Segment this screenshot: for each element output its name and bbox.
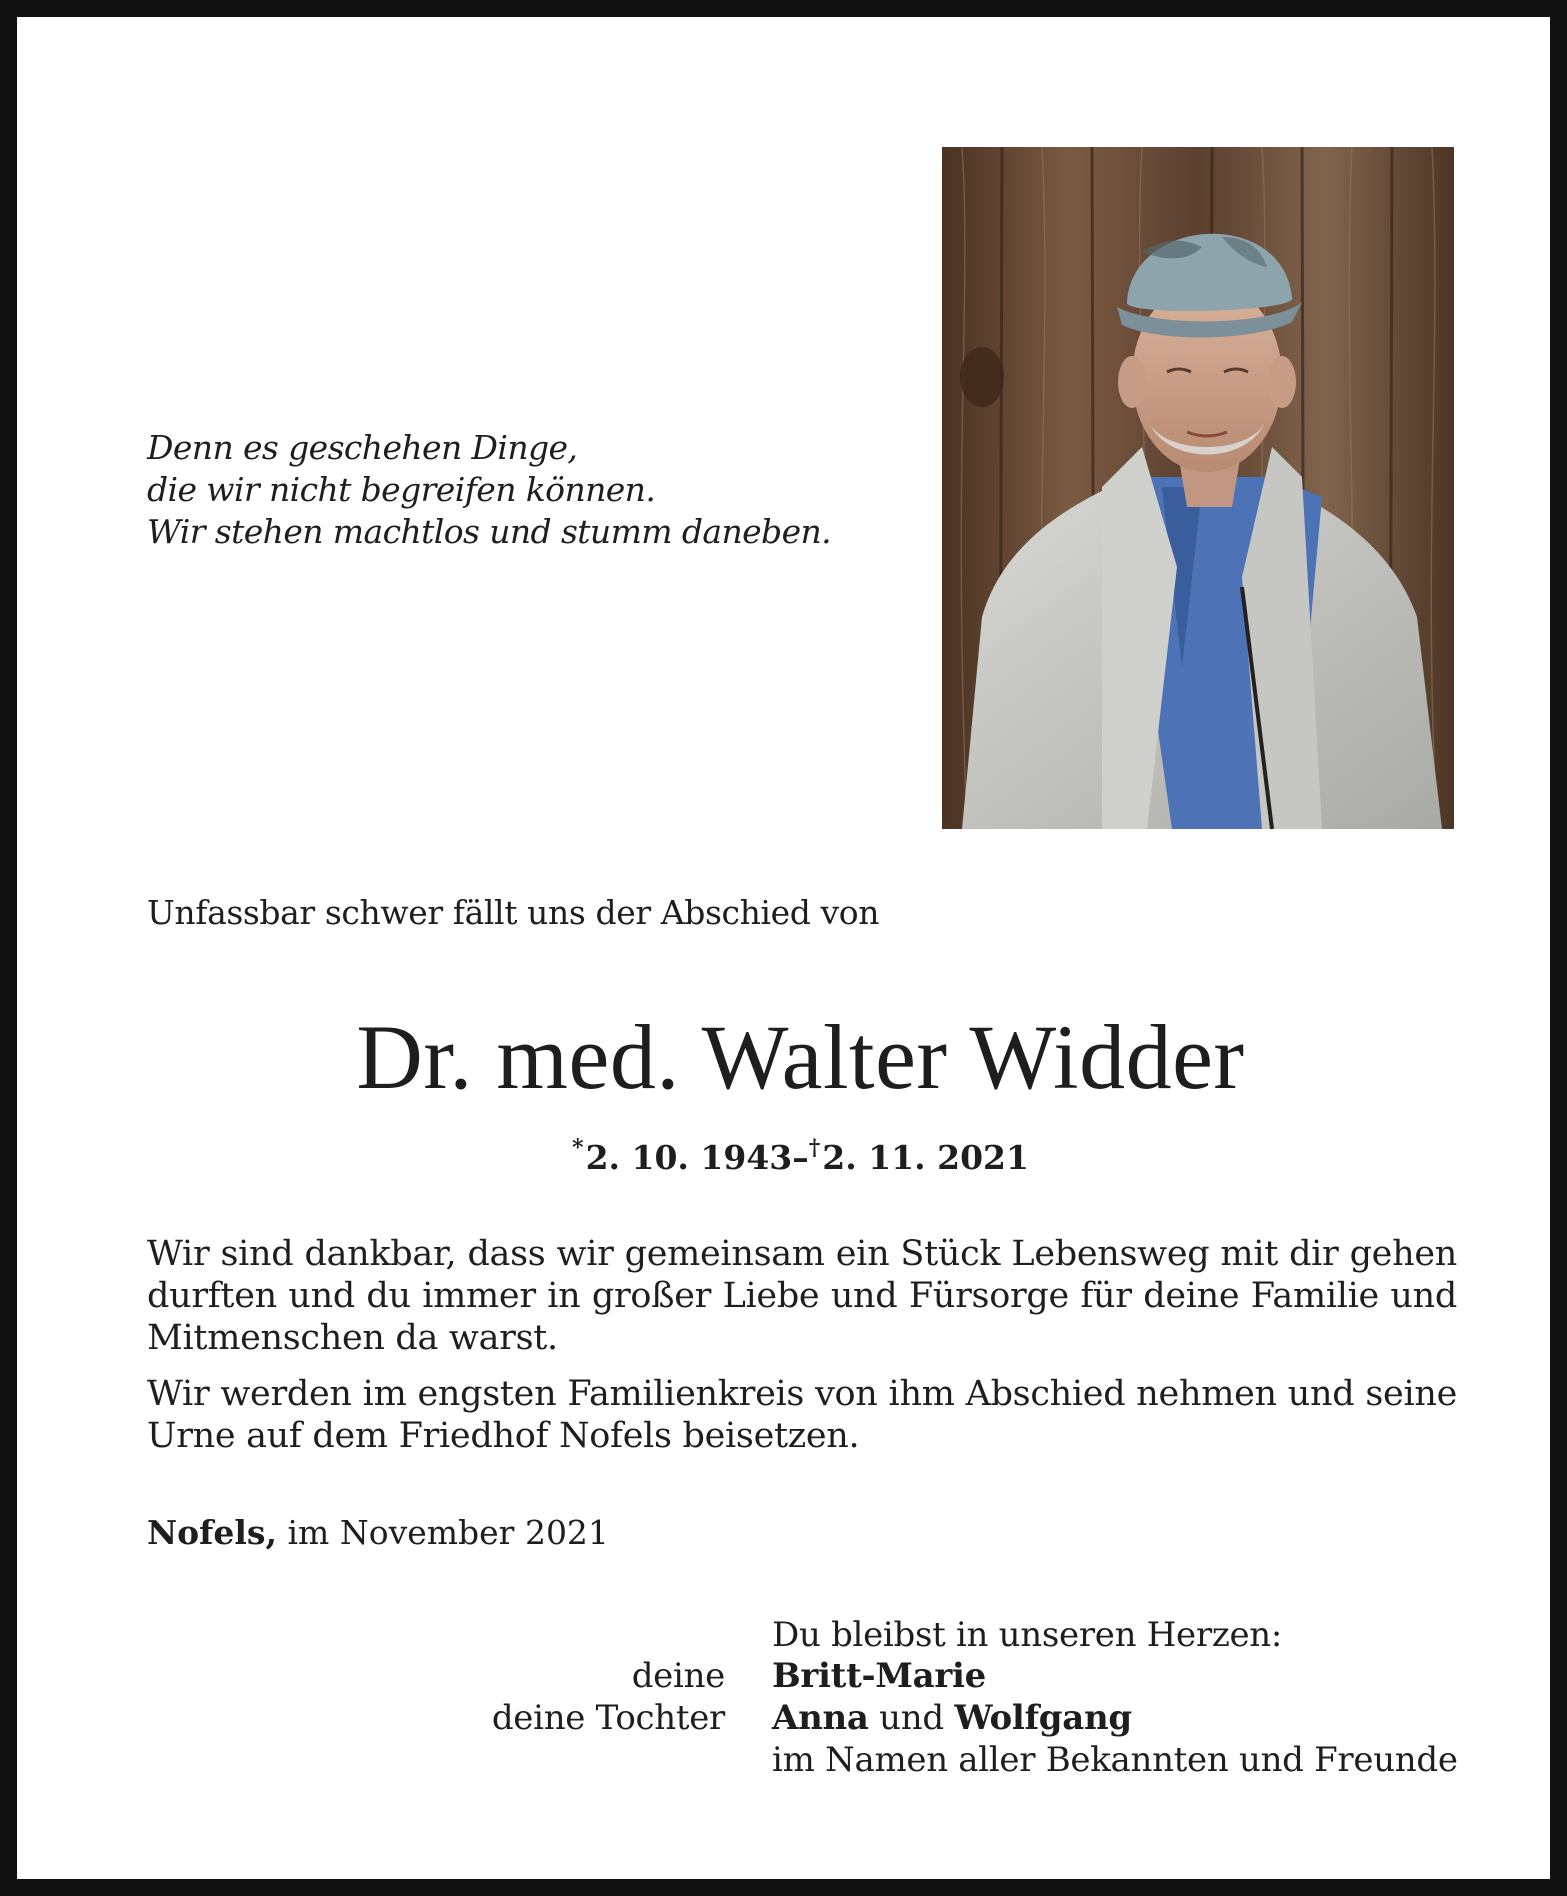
deceased-name: Dr. med. Walter Widder: [356, 1006, 1245, 1108]
poem-quote: [147, 427, 831, 553]
poem-line: die wir nicht begreifen können.: [147, 470, 656, 509]
portrait-photo: [942, 147, 1454, 829]
signature-name: Wolfgang: [954, 1698, 1132, 1738]
place-date: im November 2021: [287, 1513, 609, 1552]
death-symbol: †: [808, 1135, 821, 1161]
signature-relation: deine Tochter: [491, 1698, 725, 1738]
signature-name: Anna: [772, 1698, 869, 1738]
signature-relation: deine: [631, 1656, 725, 1696]
intro-text: Unfassbar schwer fällt uns der Abschied von: [147, 893, 880, 932]
place-town: Nofels,: [147, 1513, 277, 1552]
place-date-line: [147, 1513, 609, 1552]
closing-line: Du bleibst in unseren Herzen:: [772, 1615, 1283, 1655]
signature-names: [772, 1697, 1132, 1739]
death-date: 2. 11. 2021: [822, 1138, 1029, 1177]
life-dates: [17, 1135, 1567, 1177]
signature-and: und: [879, 1698, 944, 1738]
gratitude-paragraph: Wir sind dankbar, dass wir gemeinsam ein Stück Lebensweg mit dir gehen durften und du immer in großer Liebe und Fürsorge für deine Familie und Mitmenschen da warst.: [147, 1234, 1457, 1358]
signature-friends: im Namen aller Bekannten und Freunde: [772, 1740, 1458, 1780]
funeral-paragraph: Wir werden im engsten Familienkreis von ihm Abschied nehmen und seine Urne auf dem Friedhof Nofels beisetzen.: [147, 1374, 1457, 1456]
signature-name: Britt-Marie: [772, 1656, 986, 1696]
birth-date: 2. 10. 1943: [585, 1138, 793, 1177]
birth-symbol: *: [572, 1135, 584, 1161]
poem-line: Denn es geschehen Dinge,: [147, 428, 578, 467]
signature-names: [772, 1655, 986, 1697]
date-separator: –: [792, 1138, 809, 1177]
poem-line: Wir stehen machtlos und stumm daneben.: [147, 512, 832, 551]
